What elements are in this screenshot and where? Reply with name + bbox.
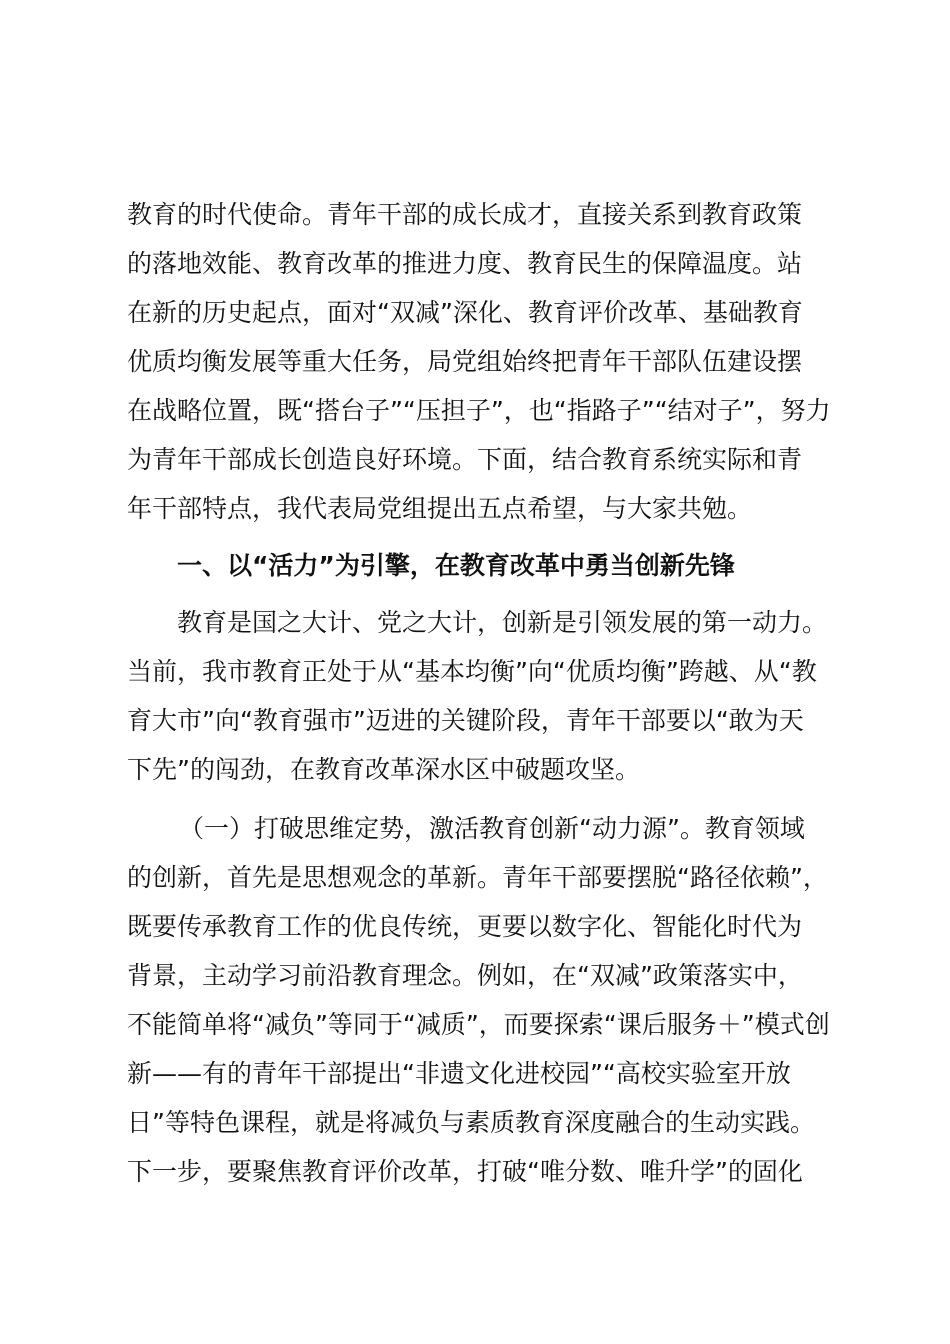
text-line: 在战略位置，既“搭台子”“压担子”，也“指路子”“结对子”，努力 xyxy=(127,396,831,425)
text-line: 为青年干部成长创造良好环境。下面，结合教育系统实际和青 xyxy=(127,445,803,474)
text-line: 既要传承教育工作的优良传统，更要以数字化、智能化时代为 xyxy=(127,912,803,941)
text-line: 优质均衡发展等重大任务，局党组始终把青年干部队伍建设摆 xyxy=(127,347,803,376)
text-line: 日”等特色课程，就是将减负与素质教育深度融合的生动实践。 xyxy=(127,1108,815,1137)
text-line: 不能简单将“减负”等同于“减质”，而要探索“课后服务＋”模式创 xyxy=(127,1010,830,1039)
text-line: 下先”的闯劲，在教育改革深水区中破题攻坚。 xyxy=(127,755,640,784)
paragraph-3 xyxy=(127,804,830,1196)
paragraph-1 xyxy=(127,190,831,533)
section-heading-1: 一、以“活力”为引擎，在教育改革中勇当创新先锋 xyxy=(177,551,735,580)
document-body xyxy=(127,190,831,1196)
text-line: 当前，我市教育正处于从“基本均衡”向“优质均衡”跨越、从“教 xyxy=(127,657,817,686)
paragraph-2 xyxy=(127,598,827,794)
text-line: 的落地效能、教育改革的推进力度、教育民生的保障温度。站 xyxy=(127,249,803,278)
text-line: 的创新，首先是思想观念的革新。青年干部要摆脱“路径依赖”， xyxy=(127,863,828,892)
text-line: 新——有的青年干部提出“非遗文化进校园”“高校实验室开放 xyxy=(127,1059,791,1088)
text-line: 背景，主动学习前沿教育理念。例如，在“双减”政策落实中， xyxy=(127,961,803,990)
text-line: 在新的历史起点，面对“双减”深化、教育评价改革、基础教育 xyxy=(127,298,803,327)
text-line: 下一步，要聚焦教育评价改革，打破“唯分数、唯升学”的固化 xyxy=(127,1157,803,1186)
text-line: 教育的时代使命。青年干部的成长成才，直接关系到教育政策 xyxy=(127,200,803,229)
text-line: 年干部特点，我代表局党组提出五点希望，与大家共勉。 xyxy=(127,494,753,523)
text-line: 育大市”向“教育强市”迈进的关键阶段，青年干部要以“敢为天 xyxy=(127,706,804,735)
text-line: （一）打破思维定势，激活教育创新“动力源”。教育领域 xyxy=(179,814,805,843)
text-line: 教育是国之大计、党之大计，创新是引领发展的第一动力。 xyxy=(177,608,828,637)
